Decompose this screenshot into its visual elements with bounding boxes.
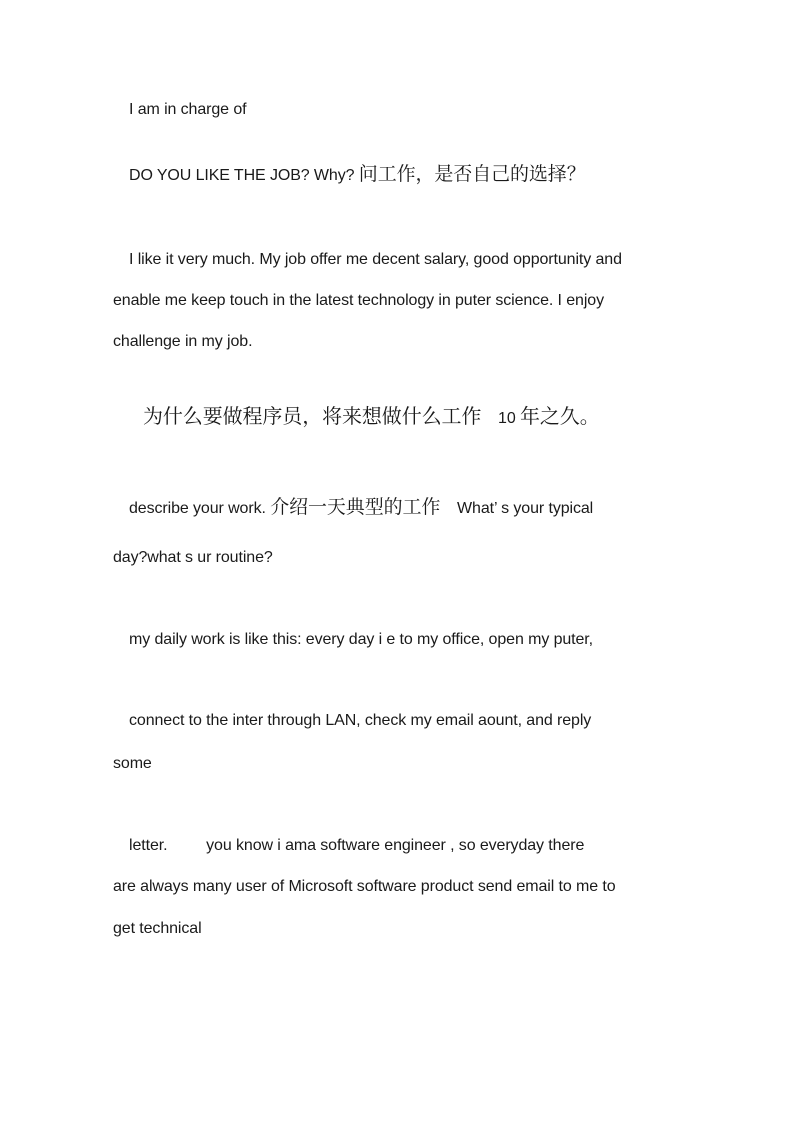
text-span: I like it very much. My job offer me decent salary, good opportunity and xyxy=(129,251,622,268)
text-span: enable me keep touch in the latest technology in puter science. I enjoy xyxy=(113,292,604,309)
text-span: DO YOU LIKE THE JOB? Why? xyxy=(129,167,355,184)
text-span: 10 xyxy=(498,410,516,427)
text-span-chinese: 为什么要做程序员，将来想做什么工作 xyxy=(143,404,482,428)
text-span: challenge in my job. xyxy=(113,333,253,350)
text-span: are always many user of Microsoft software product send email to me to xyxy=(113,878,616,895)
text-line xyxy=(129,836,584,856)
text-line xyxy=(129,100,246,120)
heading-question-like-job xyxy=(129,164,586,186)
text-line xyxy=(113,877,616,897)
text-line xyxy=(129,711,591,731)
text-line xyxy=(113,919,202,939)
heading-why-programmer xyxy=(143,406,600,429)
text-span: I am in charge of xyxy=(129,101,247,118)
text-span: What’ s your typical xyxy=(457,500,594,517)
heading-describe-work xyxy=(129,497,593,519)
text-line xyxy=(113,548,273,568)
text-span: connect to the inter through LAN, check my email aount, and reply xyxy=(129,712,592,729)
text-span: get technical xyxy=(113,920,202,937)
text-line xyxy=(129,250,622,270)
text-span-chinese: 介绍一天典型的工作 xyxy=(270,496,441,518)
text-line xyxy=(113,332,252,352)
text-span-chinese: 年之久。 xyxy=(520,404,600,428)
text-span: letter. xyxy=(129,837,168,854)
text-span: you know i ama software engineer , so everyday there xyxy=(206,837,585,854)
text-line xyxy=(113,291,604,311)
text-line xyxy=(129,630,593,650)
text-span-chinese: 问工作，是否自己的选择？ xyxy=(358,163,586,185)
text-span: some xyxy=(113,755,152,772)
text-span: my daily work is like this: every day i e to my office, open my puter, xyxy=(129,631,594,648)
text-span: day?what s ur routine? xyxy=(113,549,273,566)
text-line xyxy=(113,754,152,774)
text-span: describe your work. xyxy=(129,500,266,517)
